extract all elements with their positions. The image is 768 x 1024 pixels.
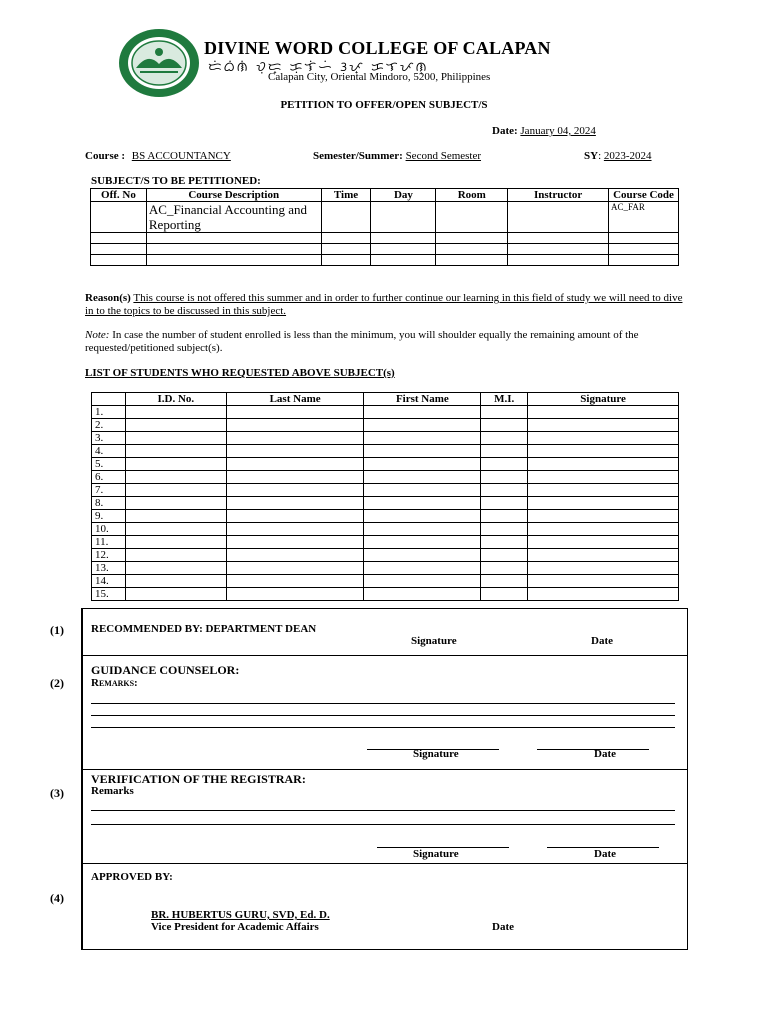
signature-cell[interactable] (528, 575, 679, 588)
mi-cell[interactable] (481, 549, 528, 562)
col-mi: M.I. (481, 393, 528, 406)
section-guidance (83, 656, 687, 770)
table-row (92, 510, 679, 523)
row-number: 14. (92, 575, 126, 588)
signature-cell[interactable] (528, 432, 679, 445)
first-name-cell[interactable] (364, 562, 481, 575)
subjects-table (90, 188, 679, 266)
col-day: Day (371, 189, 436, 202)
sy-label: SY (584, 150, 599, 162)
date-label: Date: (492, 125, 518, 137)
subjects-header-row (91, 189, 679, 202)
first-name-cell[interactable] (364, 575, 481, 588)
note-block (85, 329, 685, 355)
time-cell[interactable] (321, 202, 371, 233)
room-cell[interactable] (436, 202, 508, 233)
signature-cell[interactable] (528, 419, 679, 432)
last-name-cell[interactable] (226, 484, 364, 497)
empty-cell[interactable] (321, 244, 371, 255)
last-name-cell[interactable] (226, 588, 364, 601)
last-name-cell[interactable] (226, 458, 364, 471)
reason-label: Reason(s) (85, 292, 131, 304)
college-seal-icon (118, 28, 200, 98)
approver-position: Vice President for Academic Affairs (151, 921, 319, 933)
id-no-cell[interactable] (125, 419, 226, 432)
col-instructor: Instructor (508, 189, 609, 202)
empty-cell[interactable] (609, 233, 679, 244)
empty-cell[interactable] (371, 233, 436, 244)
id-no-cell[interactable] (125, 549, 226, 562)
students-heading: LIST OF STUDENTS WHO REQUESTED ABOVE SUBJECT(s) (85, 367, 395, 379)
registrar-date-label: Date (594, 848, 616, 860)
note-label: Note: (85, 329, 110, 341)
last-name-cell[interactable] (226, 419, 364, 432)
row-number: 5. (92, 458, 126, 471)
remarks-line[interactable] (91, 727, 675, 728)
empty-cell[interactable] (436, 244, 508, 255)
mi-cell[interactable] (481, 458, 528, 471)
table-row (92, 562, 679, 575)
row-number: 9. (92, 510, 126, 523)
mi-cell[interactable] (481, 419, 528, 432)
id-no-cell[interactable] (125, 510, 226, 523)
school-year-field: SY: 2023-2024 (584, 150, 652, 162)
mi-cell[interactable] (481, 471, 528, 484)
registrar-signature-label: Signature (413, 848, 459, 860)
college-name-baybayin: ᜇᜒᜊᜒᜈᜒ ᜏᜓᜇ᜔ ᜃᜓᜎᜒᜑᜒ ᜂᜉ᜔ ᜃᜎᜉᜈ᜔ (208, 60, 429, 75)
signature-cell[interactable] (528, 497, 679, 510)
signature-cell[interactable] (528, 445, 679, 458)
last-name-cell[interactable] (226, 575, 364, 588)
col-course-code: Course Code (609, 189, 679, 202)
table-row (92, 549, 679, 562)
mi-cell[interactable] (481, 536, 528, 549)
mi-cell[interactable] (481, 523, 528, 536)
mi-cell[interactable] (481, 575, 528, 588)
first-name-cell[interactable] (364, 536, 481, 549)
remarks-line[interactable] (91, 810, 675, 811)
row-number: 1. (92, 406, 126, 419)
recommended-date-label: Date (591, 635, 613, 647)
remarks-line[interactable] (91, 703, 675, 704)
col-first-name: First Name (364, 393, 481, 406)
step-number-1: (1) (50, 623, 64, 637)
id-no-cell[interactable] (125, 575, 226, 588)
row-number: 13. (92, 562, 126, 575)
signature-cell[interactable] (528, 523, 679, 536)
first-name-cell[interactable] (364, 549, 481, 562)
signature-cell[interactable] (528, 562, 679, 575)
table-row (92, 536, 679, 549)
remarks-line[interactable] (91, 715, 675, 716)
last-name-cell[interactable] (226, 406, 364, 419)
table-row (91, 244, 679, 255)
date-field (492, 125, 596, 137)
row-number: 2. (92, 419, 126, 432)
col-signature: Signature (528, 393, 679, 406)
sy-value: 2023-2024 (603, 150, 652, 162)
last-name-cell[interactable] (226, 445, 364, 458)
note-text: In case the number of student enrolled is less than the minimum, you will shoulder equally the remaining amount of the requested/petitioned subject(s). (85, 329, 639, 354)
step-number-4: (4) (50, 891, 64, 905)
empty-cell[interactable] (508, 244, 609, 255)
first-name-cell[interactable] (364, 471, 481, 484)
date-value: January 04, 2024 (520, 125, 596, 137)
first-name-cell[interactable] (364, 510, 481, 523)
registrar-title: VERIFICATION OF THE REGISTRAR: (91, 772, 306, 786)
id-no-cell[interactable] (125, 406, 226, 419)
row-number: 11. (92, 536, 126, 549)
signature-cell[interactable] (528, 458, 679, 471)
semester-value: Second Semester (405, 150, 482, 162)
course-description-cell[interactable]: AC_Financial Accounting and Reporting (146, 202, 321, 233)
table-row (92, 523, 679, 536)
guidance-title: GUIDANCE COUNSELOR: (91, 663, 240, 677)
recommended-signature-label: Signature (411, 635, 457, 647)
college-address: Calapan City, Oriental Mindoro, 5200, Philippines (268, 71, 491, 83)
first-name-cell[interactable] (364, 406, 481, 419)
col-room: Room (436, 189, 508, 202)
id-no-cell[interactable] (125, 471, 226, 484)
table-row (92, 458, 679, 471)
empty-cell[interactable] (91, 255, 147, 266)
empty-cell[interactable] (508, 255, 609, 266)
empty-cell[interactable] (609, 255, 679, 266)
empty-cell[interactable] (91, 233, 147, 244)
semester-field (313, 150, 481, 162)
last-name-cell[interactable] (226, 549, 364, 562)
students-header-row (92, 393, 679, 406)
empty-cell[interactable] (91, 244, 147, 255)
first-name-cell[interactable] (364, 497, 481, 510)
mi-cell[interactable] (481, 432, 528, 445)
empty-cell[interactable] (436, 233, 508, 244)
first-name-cell[interactable] (364, 458, 481, 471)
form-title: PETITION TO OFFER/OPEN SUBJECT/S (280, 99, 488, 111)
course-code-cell[interactable]: AC_FAR (609, 202, 679, 233)
signature-cell[interactable] (528, 549, 679, 562)
college-name: DIVINE WORD COLLEGE OF CALAPAN (204, 38, 551, 58)
approved-title: APPROVED BY: (91, 871, 173, 883)
empty-cell[interactable] (321, 233, 371, 244)
last-name-cell[interactable] (226, 497, 364, 510)
mi-cell[interactable] (481, 445, 528, 458)
reason-text: This course is not offered this summer and in order to further continue our learning in this field of study we will need to dive in to the topics to be discussed in this subject. (85, 292, 683, 317)
empty-cell[interactable] (609, 244, 679, 255)
registrar-remarks-label: Remarks (91, 785, 134, 797)
first-name-cell[interactable] (364, 523, 481, 536)
col-last-name: Last Name (226, 393, 364, 406)
first-name-cell[interactable] (364, 484, 481, 497)
guidance-remarks-label: Remarks: (91, 677, 138, 689)
id-no-cell[interactable] (125, 432, 226, 445)
step-number-3: (3) (50, 786, 64, 800)
course-field (85, 150, 231, 162)
row-number: 10. (92, 523, 126, 536)
table-row (91, 202, 679, 233)
row-number: 15. (92, 588, 126, 601)
id-no-cell[interactable] (125, 445, 226, 458)
table-row (92, 575, 679, 588)
signature-cell[interactable] (528, 484, 679, 497)
col-course-description: Course Description (146, 189, 321, 202)
mi-cell[interactable] (481, 406, 528, 419)
signature-cell[interactable] (528, 588, 679, 601)
last-name-cell[interactable] (226, 471, 364, 484)
empty-cell[interactable] (371, 244, 436, 255)
mi-cell[interactable] (481, 562, 528, 575)
row-number: 3. (92, 432, 126, 445)
first-name-cell[interactable] (364, 445, 481, 458)
guidance-date-line[interactable] (537, 749, 649, 750)
row-number: 4. (92, 445, 126, 458)
col-id-no: I.D. No. (125, 393, 226, 406)
instructor-cell[interactable] (508, 202, 609, 233)
table-row (92, 471, 679, 484)
step-number-2: (2) (50, 676, 64, 690)
course-label: Course : (85, 150, 126, 162)
signature-cell[interactable] (528, 406, 679, 419)
first-name-cell[interactable] (364, 432, 481, 445)
subjects-heading: SUBJECT/S TO BE PETITIONED: (91, 175, 261, 187)
mi-cell[interactable] (481, 588, 528, 601)
course-value: BS ACCOUNTANCY (131, 150, 231, 162)
row-number: 6. (92, 471, 126, 484)
table-row (92, 445, 679, 458)
mi-cell[interactable] (481, 484, 528, 497)
section-recommended (83, 609, 687, 656)
section-registrar (83, 770, 687, 864)
table-row (92, 588, 679, 601)
approver-name: BR. HUBERTUS GURU, SVD, Ed. D. (151, 909, 330, 921)
recommended-title: RECOMMENDED BY: DEPARTMENT DEAN (91, 623, 317, 635)
signature-cell[interactable] (528, 536, 679, 549)
off-no-cell[interactable] (91, 202, 147, 233)
id-no-cell[interactable] (125, 536, 226, 549)
approved-date-label: Date (492, 921, 514, 933)
col-time: Time (321, 189, 371, 202)
empty-cell[interactable] (436, 255, 508, 266)
empty-cell[interactable] (371, 255, 436, 266)
reason-block (85, 292, 685, 318)
signature-cell[interactable] (528, 510, 679, 523)
empty-cell[interactable] (146, 244, 321, 255)
row-number: 12. (92, 549, 126, 562)
id-no-cell[interactable] (125, 497, 226, 510)
guidance-signature-label: Signature (413, 748, 459, 760)
col-number (92, 393, 126, 406)
approval-box (81, 608, 688, 950)
table-row (92, 484, 679, 497)
last-name-cell[interactable] (226, 510, 364, 523)
table-row (92, 432, 679, 445)
table-row (91, 255, 679, 266)
col-off-no: Off. No (91, 189, 147, 202)
id-no-cell[interactable] (125, 562, 226, 575)
table-row (91, 233, 679, 244)
table-row (92, 419, 679, 432)
mi-cell[interactable] (481, 510, 528, 523)
table-row (92, 406, 679, 419)
id-no-cell[interactable] (125, 484, 226, 497)
last-name-cell[interactable] (226, 536, 364, 549)
first-name-cell[interactable] (364, 419, 481, 432)
last-name-cell[interactable] (226, 523, 364, 536)
id-no-cell[interactable] (125, 588, 226, 601)
last-name-cell[interactable] (226, 562, 364, 575)
id-no-cell[interactable] (125, 458, 226, 471)
guidance-date-label: Date (594, 748, 616, 760)
first-name-cell[interactable] (364, 588, 481, 601)
empty-cell[interactable] (146, 255, 321, 266)
last-name-cell[interactable] (226, 432, 364, 445)
signature-cell[interactable] (528, 471, 679, 484)
students-table (91, 392, 679, 601)
remarks-line[interactable] (91, 824, 675, 825)
row-number: 7. (92, 484, 126, 497)
row-number: 8. (92, 497, 126, 510)
empty-cell[interactable] (321, 255, 371, 266)
empty-cell[interactable] (508, 233, 609, 244)
mi-cell[interactable] (481, 497, 528, 510)
day-cell[interactable] (371, 202, 436, 233)
table-row (92, 497, 679, 510)
semester-label: Semester/Summer: (313, 150, 403, 162)
empty-cell[interactable] (146, 233, 321, 244)
id-no-cell[interactable] (125, 523, 226, 536)
